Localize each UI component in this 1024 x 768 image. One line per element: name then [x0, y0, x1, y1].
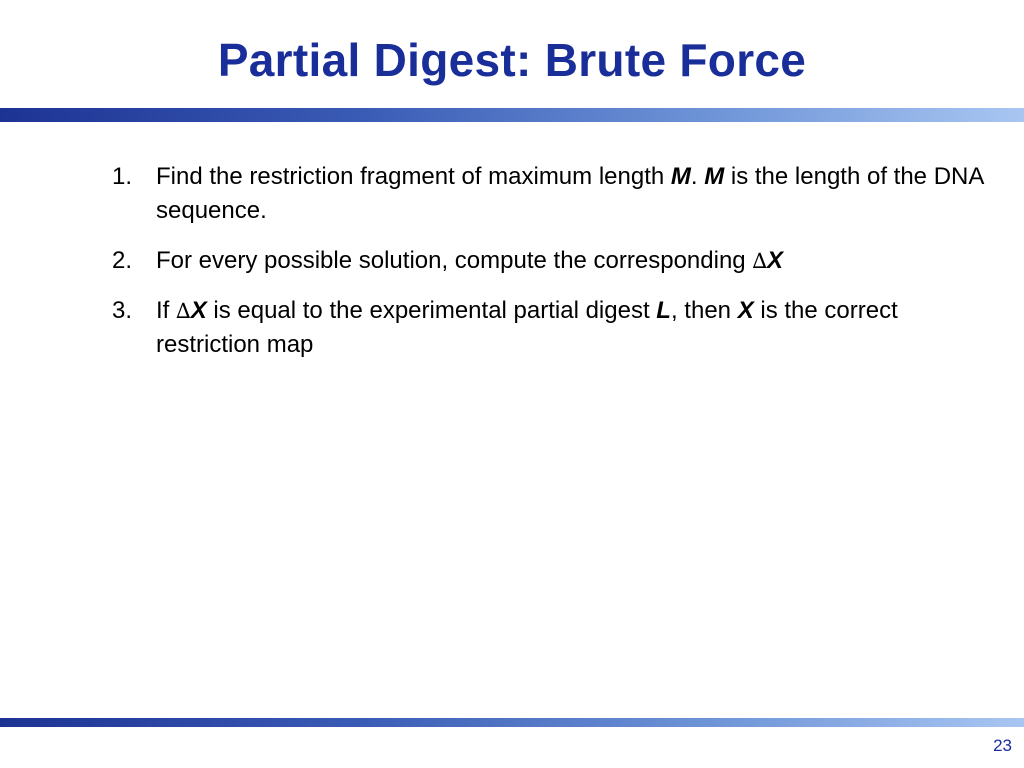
- list-item-text: , then: [670, 297, 738, 324]
- variable-x: X: [767, 247, 784, 274]
- list-item-3: [112, 294, 1007, 362]
- variable-m: M: [670, 163, 691, 190]
- variable-m: M: [704, 163, 725, 190]
- footer-divider-bar: [0, 718, 1024, 727]
- list-item-text: .: [690, 163, 705, 190]
- list-item-text: For every possible solution, compute the corresponding: [156, 247, 753, 274]
- list-item-1: [112, 160, 1007, 228]
- delta-symbol: ∆: [176, 299, 191, 323]
- variable-x: X: [737, 297, 754, 324]
- list-item-text: is the correct restriction map: [156, 297, 898, 358]
- list-item-2: [112, 244, 1007, 278]
- variable-l: L: [656, 297, 671, 324]
- list-item-number: 1.: [112, 163, 133, 190]
- list-item-number: 3.: [112, 297, 133, 324]
- title-divider-bar: [0, 108, 1024, 122]
- slide-title: Partial Digest: Brute Force: [217, 34, 807, 86]
- delta-symbol: ∆: [752, 249, 767, 273]
- list-item-number: 2.: [112, 247, 133, 274]
- list-item-text: is equal to the experimental partial digest: [206, 297, 657, 324]
- variable-x: X: [190, 297, 207, 324]
- list-item-text: If: [156, 297, 177, 324]
- page-number: 23: [993, 736, 1012, 755]
- numbered-list: [112, 160, 1007, 378]
- list-item-text: is the length of the DNA sequence.: [156, 163, 984, 224]
- list-item-text: Find the restriction fragment of maximum length: [156, 163, 671, 190]
